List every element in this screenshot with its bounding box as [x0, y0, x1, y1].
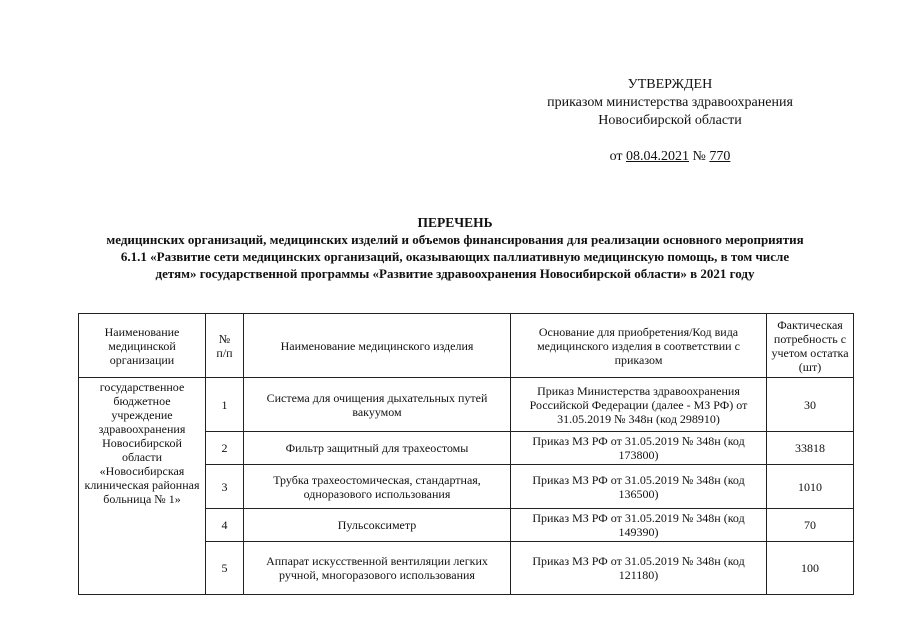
row-num: 5: [206, 542, 244, 595]
date-prefix: от: [609, 149, 623, 164]
header-org: Наименование медицинской организации: [79, 314, 206, 378]
row-device: Аппарат искусственной вентиляции легких ручной, многоразового использования: [244, 542, 511, 595]
org-cell: государственное бюджетное учреждение здравоохранения Новосибирской области «Новосибирская клиническая районная больница № 1»: [79, 378, 206, 595]
row-device: Трубка трахеостомическая, стандартная, одноразового использования: [244, 465, 511, 509]
table-header-row: [79, 314, 854, 378]
row-need: 33818: [767, 432, 854, 465]
header-need: Фактическая потребность с учетом остатка (шт): [767, 314, 854, 378]
approval-line-1: приказом министерства здравоохранения: [547, 95, 793, 110]
table-row: [79, 378, 854, 432]
row-num: 2: [206, 432, 244, 465]
row-device: Система для очищения дыхательных путей вакуумом: [244, 378, 511, 432]
header-num: № п/п: [206, 314, 244, 378]
heading-line-3: детям» государственной программы «Развитие здравоохранения Новосибирской области» в 2021 году: [155, 266, 755, 281]
row-device: Пульсоксиметр: [244, 509, 511, 542]
row-need: 100: [767, 542, 854, 595]
number-prefix: №: [692, 149, 706, 164]
row-need: 70: [767, 509, 854, 542]
approval-date-line: [520, 148, 820, 166]
approval-line-2: Новосибирской области: [598, 113, 742, 128]
document-title: ПЕРЕЧЕНЬ: [417, 215, 493, 230]
devices-table: [78, 313, 854, 595]
approval-date: 08.04.2021: [626, 149, 690, 164]
approval-status: УТВЕРЖДЕН: [627, 77, 713, 92]
row-basis: Приказ МЗ РФ от 31.05.2019 № 348н (код 173800): [511, 432, 767, 465]
row-device: Фильтр защитный для трахеостомы: [244, 432, 511, 465]
heading-line-1: медицинских организаций, медицинских изделий и объемов финансирования для реализации основного мероприятия: [106, 232, 804, 247]
row-basis: Приказ МЗ РФ от 31.05.2019 № 348н (код 136500): [511, 465, 767, 509]
approval-number: 770: [709, 149, 731, 164]
header-basis: Основание для приобретения/Код вида медицинского изделия в соответствии с приказом: [511, 314, 767, 378]
row-num: 3: [206, 465, 244, 509]
header-device: Наименование медицинского изделия: [244, 314, 511, 378]
row-basis: Приказ МЗ РФ от 31.05.2019 № 348н (код 149390): [511, 509, 767, 542]
document-heading: [40, 214, 870, 282]
row-num: 4: [206, 509, 244, 542]
approval-block: [520, 76, 820, 166]
row-num: 1: [206, 378, 244, 432]
row-need: 30: [767, 378, 854, 432]
row-basis: Приказ Министерства здравоохранения Российской Федерации (далее - МЗ РФ) от 31.05.2019 № 348н (код 298910): [511, 378, 767, 432]
heading-line-2: 6.1.1 «Развитие сети медицинских организаций, оказывающих паллиативную медицинскую помощь, в том числе: [120, 249, 790, 264]
row-need: 1010: [767, 465, 854, 509]
row-basis: Приказ МЗ РФ от 31.05.2019 № 348н (код 121180): [511, 542, 767, 595]
